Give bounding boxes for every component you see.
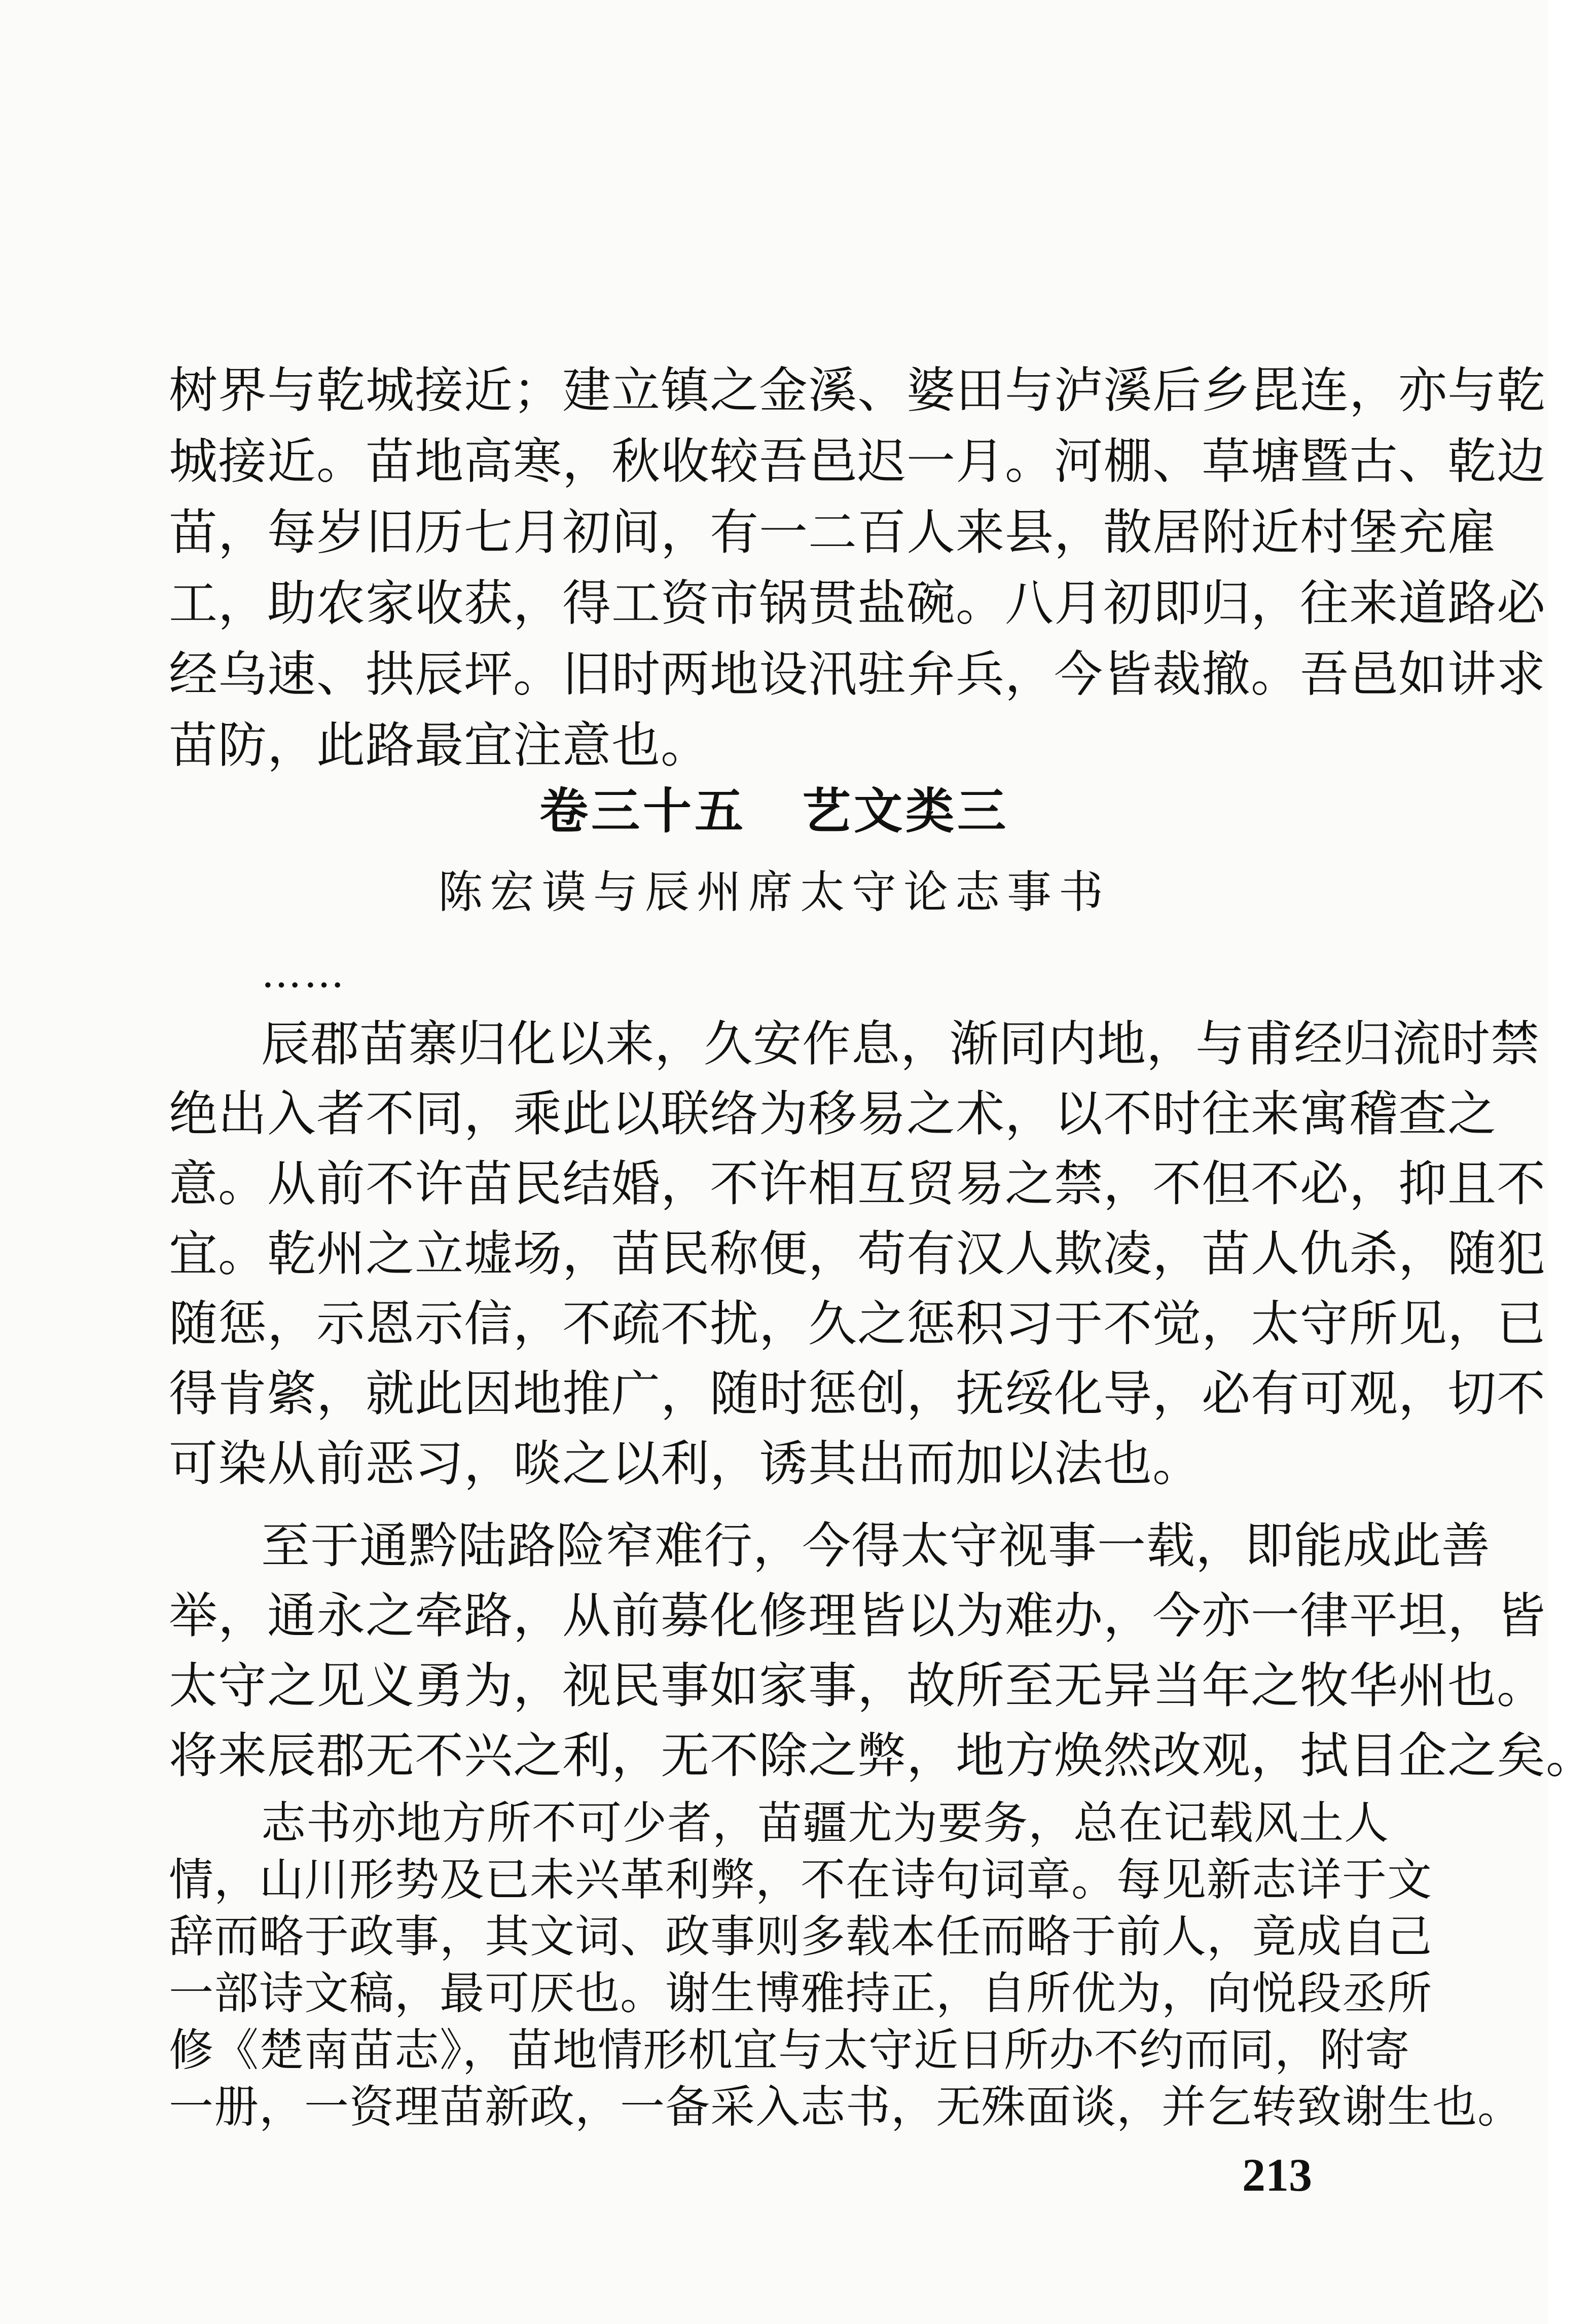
text-line: 将来辰郡无不兴之利，无不除之弊，地方焕然改观，拭目企之矣。 <box>169 1727 1595 1784</box>
text-line: 经乌速、拱辰坪。旧时两地设汛驻弁兵，今皆裁撤。吾邑如讲求 <box>169 646 1546 703</box>
text-line: 情，山川形势及已未兴革利弊，不在诗句词章。每见新志详于文 <box>169 1854 1433 1906</box>
text-line: 辞而略于政事，其文词、政事则多载本任而略于前人，竟成自己 <box>169 1910 1433 1963</box>
text-line: 志书亦地方所不可少者，苗疆尤为要务，总在记载风土人 <box>261 1797 1390 1849</box>
text-line: 修《楚南苗志》，苗地情形机宜与太守近日所办不约而同，附寄 <box>169 2024 1410 2076</box>
text-line: 宜。乾州之立墟场，苗民称便，苟有汉人欺凌，苗人仇杀，随犯 <box>169 1225 1546 1282</box>
section-category: 艺文类三 <box>802 783 1009 840</box>
text-line: 苗防，此路最宜注意也。 <box>169 717 710 774</box>
text-line: 一部诗文稿，最可厌也。谢生博雅持正，自所优为，向悦段丞所 <box>169 1967 1433 2019</box>
text-line: 辰郡苗寨归化以来，久安作息，渐同内地，与甫经归流时禁 <box>261 1015 1540 1072</box>
text-line: 意。从前不许苗民结婚，不许相互贸易之禁，不但不必，抑且不 <box>169 1155 1546 1212</box>
text-line: 太守之见义勇为，视民事如家事，故所至无异当年之牧华州也。 <box>169 1657 1546 1714</box>
letter-title: 陈宏谟与辰州席太守论志事书 <box>438 866 1110 918</box>
text-line: 苗，每岁旧历七月初间，有一二百人来县，散居附近村堡充雇 <box>169 504 1497 561</box>
text-line: 工，助农家收获，得工资市锅贯盐碗。八月初即归，往来道路必 <box>169 575 1546 632</box>
text-line: 树界与乾城接近；建立镇之金溪、婆田与泸溪后乡毘连，亦与乾 <box>169 362 1546 419</box>
text-line: 至于通黔陆路险窄难行，今得太守视事一载，即能成此善 <box>261 1517 1491 1574</box>
page-number: 213 <box>1242 2149 1312 2201</box>
text-line: 一册，一资理苗新政，一备采入志书，无殊面谈，并乞转致谢生也。 <box>169 2081 1523 2133</box>
text-line: 随惩，示恩示信，不疏不扰，久之惩积习于不觉，太守所见，已 <box>169 1295 1546 1352</box>
text-line: 举，通永之牵路，从前募化修理皆以为难办，今亦一律平坦，皆 <box>169 1587 1546 1644</box>
section-heading <box>0 776 1548 847</box>
text-line: 得肯綮，就此因地推广，随时惩创，抚绥化导，必有可观，切不 <box>169 1365 1546 1422</box>
text-line: 城接近。苗地高寒，秋收较吾邑迟一月。河棚、草塘暨古、乾边 <box>169 433 1546 490</box>
volume-number: 卷三十五 <box>539 783 746 840</box>
text-line: 可染从前恶习，啖之以利，诱其出而加以法也。 <box>169 1435 1202 1492</box>
omission-mark: …… <box>261 950 346 997</box>
text-line: 绝出入者不同，乘此以联络为移易之术，以不时往来寓稽查之 <box>169 1085 1497 1142</box>
